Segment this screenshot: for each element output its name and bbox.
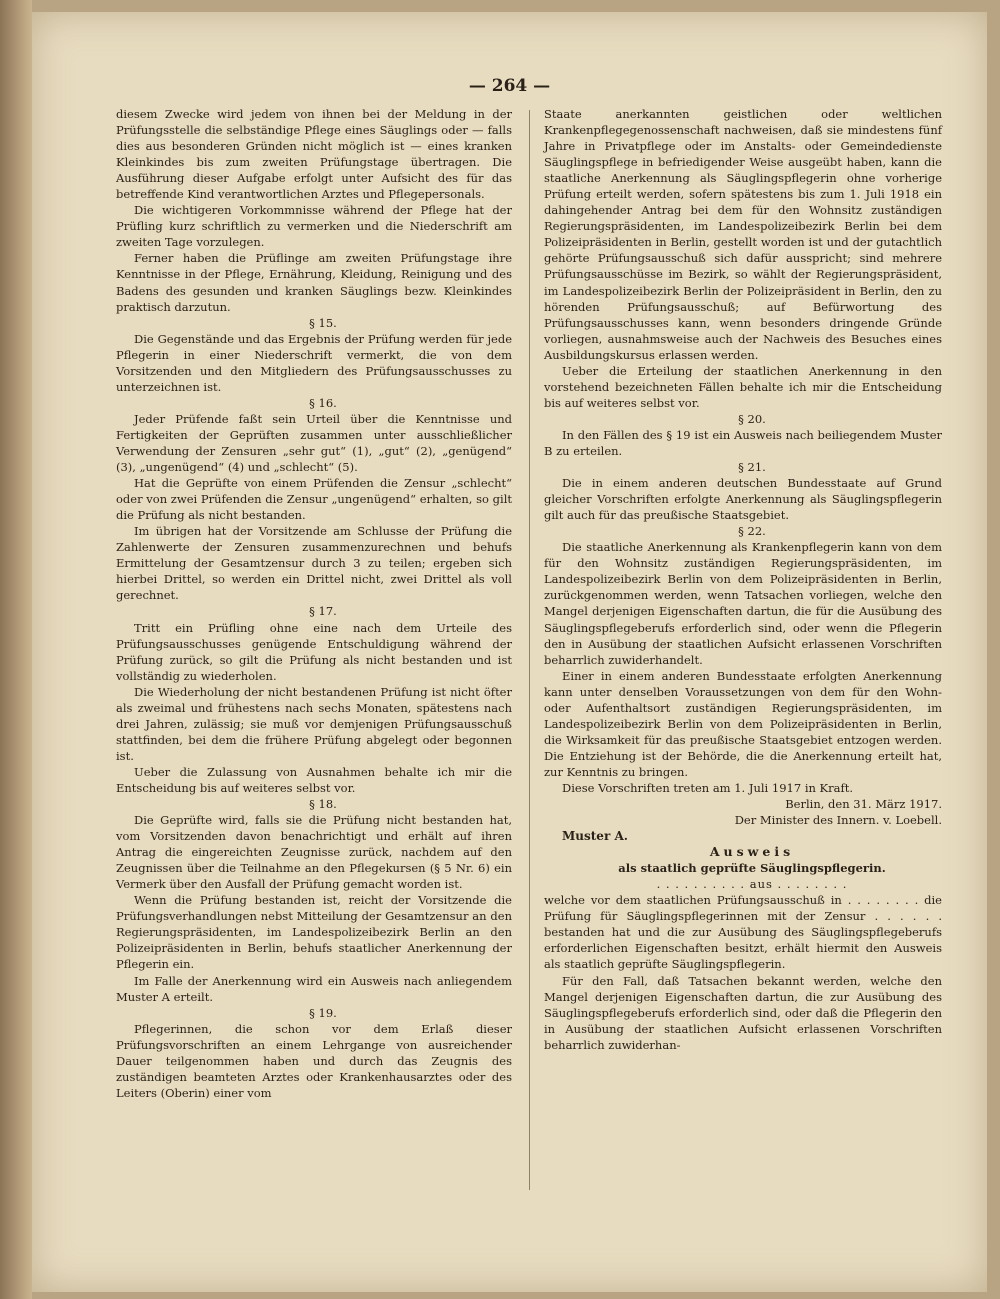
section-heading: § 18. <box>309 797 337 812</box>
form-title: Ausweis <box>709 844 795 860</box>
paragraph: Wenn die Prüfung bestanden ist, reicht der Vorsitzende die Prüfungsverhandlungen nebst Mitteilung der Gesamtzensur an den Regierungspräsidenten, im Landespolizeibezirk Berlin an den Polizeipräsidenten in Berlin, behufs staatlicher Anerkennung der Pflegerin ein. <box>116 893 512 972</box>
paragraph: Die Wiederholung der nicht bestandenen Prüfung ist nicht öfter als zweimal und frühestens nach sechs Monaten, spätestens nach drei Jahren, zulässig; sie muß vor demjenigen Prüfungsausschuß stattfinden, bei dem die frühere Prüfung abgelegt oder begonnen ist. <box>116 684 512 763</box>
paragraph: Die Gegenstände und das Ergebnis der Prüfung werden für jede Pflegerin in einer Niederschrift vermerkt, die von dem Vorsitzenden und den Mitgliedern des Prüfungsausschusses zu unterzeichnen ist. <box>116 331 512 394</box>
paragraph: Hat die Geprüfte von einem Prüfenden die Zensur „schlecht“ oder von zwei Prüfenden die Zensur „ungenügend“ erhalten, so gilt die Prüfung als nicht bestanden. <box>116 476 512 523</box>
paragraph: Staate anerkannten geistlichen oder weltlichen Krankenpflegegenossenschaft nachweisen, daß sie mindestens fünf Jahre in Privatpflege oder im Anstalts- oder Gemeindedienste Säuglingspflege in befriedigender Weise ausgeübt haben, kann die staatliche Anerkennung als Säuglingspflegerin ohne vorherige Prüfung erteilt werden, sofern spätestens bis zum 1. Juli 1918 ein dahingehender Antrag bei dem für den Wohnsitz zuständigen Regierungspräsidenten, im Landespolizeibezirk Berlin bei dem Polizeipräsidenten in Berlin, gestellt worden ist und der gutachtlich gehörte Prüfungsausschuß sich dafür ausspricht; sind mehrere Prüfungsausschüsse im Bezirk, so wählt der Regierungspräsident, im Landespolizeibezirk Berlin der Polizeipräsident in Berlin, den zu hörenden Prüfungsausschuß; auf Befürwortung des Prüfungsausschusses kann, wenn besonders dringende Gründe vorliegen, ausnahmsweise auch der Nachweis des Besuches eines Ausbildungskursus erlassen werden. <box>544 107 942 362</box>
paragraph: Im übrigen hat der Vorsitzende am Schlusse der Prüfung die Zahlenwerte der Zensuren zusammenzurechnen und behufs Ermittelung der Gesamtzensur durch 3 zu teilen; ergeben sich hierbei Drittel, so werden ein Drittel nicht, zwei Drittel als voll gerechnet. <box>116 524 512 603</box>
signature-line: Der Minister des Innern. v. Loebell. <box>734 813 942 828</box>
left-column <box>116 106 512 1101</box>
paragraph: In den Fällen des § 19 ist ein Ausweis nach beiliegendem Muster B zu erteilen. <box>544 427 942 458</box>
signature-line: Berlin, den 31. März 1917. <box>785 797 942 812</box>
book-binding <box>0 0 32 1299</box>
right-column <box>544 106 942 1053</box>
paragraph: Die wichtigeren Vorkommnisse während der Pflege hat der Prüfling kurz schriftlich zu vermerken und die Niederschrift am zweiten Tage vorzulegen. <box>116 203 512 250</box>
paragraph: welche vor dem staatlichen Prüfungsausschuß in . . . . . . . . die Prüfung für Säuglingspflegerinnen mit der Zensur . . . . . . bestanden hat und die zur Ausübung des Säuglingspflegeberufs erforderlichen Eigenschaften besitzt, erhält hiermit den Ausweis als staatlich geprüfte Säuglingspflegerin. <box>544 893 942 972</box>
paragraph: Für den Fall, daß Tatsachen bekannt werden, welche den Mangel derjenigen Eigenschaften dartun, die zur Ausübung des Säuglingspflegeberufs erforderlich sind, oder daß die Pflegerin den in Ausübung der staatlichen Aufsicht erlassenen Vorschriften beharrlich zuwiderhan- <box>544 973 942 1052</box>
section-heading: § 16. <box>309 395 337 410</box>
section-heading: § 20. <box>738 411 766 426</box>
paragraph: Jeder Prüfende faßt sein Urteil über die Kenntnisse und Fertigkeiten der Geprüften zusammen unter ausschließlicher Verwendung der Zensuren „sehr gut“ (1), „gut“ (2), „genügend“ (3), „ungenügend“ (4) und „schlecht“ (5). <box>116 411 512 475</box>
column-divider <box>529 110 530 1190</box>
section-heading: § 21. <box>738 460 766 475</box>
section-heading: § 15. <box>309 315 337 330</box>
paragraph: Pflegerinnen, die schon vor dem Erlaß dieser Prüfungsvorschriften an einem Lehrgange von ausreichender Dauer teilgenommen haben und durch das Zeugnis des zuständigen beamteten Arztes oder Krankenhausarztes oder des Leiters (Oberin) einer vom <box>116 1021 512 1100</box>
page-number: — 264 — <box>468 76 551 96</box>
paragraph: Die staatliche Anerkennung als Krankenpflegerin kann von dem für den Wohnsitz zuständigen Regierungspräsidenten, im Landespolizeibezirk Berlin von dem Polizeipräsidenten in Berlin, zurückgenommen werden, wenn Tatsachen vorliegen, welche den Mangel derjenigen Eigenschaften dartun, die für die Ausübung des Säuglingspflegeberufs erforderlich sind, oder wenn die Pflegerin den in Ausübung der staatlichen Aufsicht erlassenen Vorschriften beharrlich zuwiderhandelt. <box>544 540 942 667</box>
section-heading: § 22. <box>738 524 766 539</box>
paragraph: Einer in einem anderen Bundesstaate erfolgten Anerkennung kann unter denselben Voraussetzungen von dem für den Wohn- oder Aufenthaltsort zuständigen Regierungspräsidenten, im Landespolizeibezirk Berlin von dem Polizeipräsidenten in Berlin, die Wirksamkeit für das preußische Staatsgebiet entzogen werden. Die Entziehung ist der Behörde, die die Anerkennung erteilt hat, zur Kenntnis zu bringen. <box>544 668 942 779</box>
paragraph: Die Geprüfte wird, falls sie die Prüfung nicht bestanden hat, vom Vorsitzenden davon benachrichtigt und erhält auf ihren Antrag die eingereichten Zeugnisse zurück, nachdem auf den Zeugnissen über die Teilnahme an den Pflegekursen (§ 5 Nr. 6) ein Vermerk über den Ausfall der Prüfung gemacht worden ist. <box>116 813 512 892</box>
paragraph: Im Falle der Anerkennung wird ein Ausweis nach anliegendem Muster A erteilt. <box>116 973 512 1004</box>
form-blank-line: . . . . . . . . . . aus . . . . . . . . <box>656 877 848 892</box>
paragraph: Ferner haben die Prüflinge am zweiten Prüfungstage ihre Kenntnisse in der Pflege, Ernährung, Kleidung, Reinigung und des Badens des gesunden und kranken Säuglings bezw. Kleinkindes praktisch darzutun. <box>116 251 512 314</box>
paragraph: Diese Vorschriften treten am 1. Juli 1917 in Kraft. <box>562 780 854 795</box>
paragraph: Ueber die Erteilung der staatlichen Anerkennung in den vorstehend bezeichneten Fällen behalte ich mir die Entscheidung bis auf weiteres selbst vor. <box>544 363 942 410</box>
form-label: Muster A. <box>562 829 628 844</box>
section-heading: § 19. <box>309 1005 337 1020</box>
paragraph: Die in einem anderen deutschen Bundesstaate auf Grund gleicher Vorschriften erfolgte Anerkennung als Säuglingspflegerin gilt auch für das preußische Staatsgebiet. <box>544 476 942 523</box>
section-heading: § 17. <box>309 604 337 619</box>
document-page <box>32 12 987 1292</box>
form-subtitle: als staatlich geprüfte Säuglingspflegerin. <box>618 861 886 876</box>
paragraph: diesem Zwecke wird jedem von ihnen bei der Meldung in der Prüfungsstelle die selbständige Pflege eines Säuglings oder — falls dies aus besonderen Gründen nicht möglich ist — eines kranken Kleinkindes bis zum zweiten Prüfungstage übertragen. Die Ausführung dieser Aufgabe erfolgt unter Aufsicht des für das betreffende Kind verantwortlichen Arztes und Pflegepersonals. <box>116 107 512 202</box>
paragraph: Ueber die Zulassung von Ausnahmen behalte ich mir die Entscheidung bis auf weiteres selbst vor. <box>116 764 512 795</box>
paragraph: Tritt ein Prüfling ohne eine nach dem Urteile des Prüfungsausschusses genügende Entschuldigung während der Prüfung zurück, so gilt die Prüfung als nicht bestanden und ist vollständig zu wiederholen. <box>116 620 512 683</box>
